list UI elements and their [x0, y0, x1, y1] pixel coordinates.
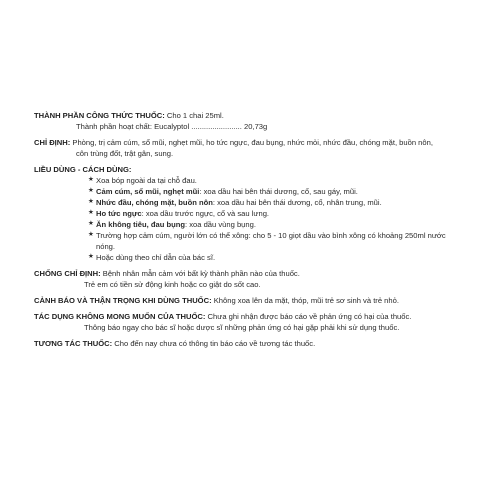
dosage-item — [88, 175, 454, 186]
dosage-item-condition: Nhức đầu, chóng mặt, buồn nôn — [96, 198, 213, 207]
ingredient-label: Thành phần hoạt chất: Eucalyptol — [76, 122, 192, 131]
star-bullet-icon: ★ — [88, 187, 94, 194]
dosage-item — [88, 252, 454, 263]
dosage-item — [88, 230, 454, 252]
interaction-line — [34, 338, 454, 349]
indication-line-2: côn trùng đốt, trật gân, sung. — [76, 149, 174, 158]
contraindication-section — [34, 268, 454, 290]
dosage-item-text: Xoa bóp ngoài da tại chỗ đau. — [96, 176, 197, 185]
interaction-text: Cho đến nay chưa có thông tin báo cáo về tương tác thuốc. — [112, 339, 316, 348]
dosage-item-text: Hoặc dùng theo chỉ dẫn của bác sĩ. — [96, 253, 216, 262]
dosage-item-text: : xoa dầu vùng bụng. — [185, 220, 256, 229]
warning-section — [34, 295, 454, 306]
indication-heading: CHỈ ĐỊNH: — [34, 138, 71, 147]
warning-line — [34, 295, 454, 306]
warning-heading: CẢNH BÁO VÀ THẬN TRỌNG KHI DÙNG THUỐC: — [34, 296, 212, 305]
side-effects-text-1: Chưa ghi nhận được báo cáo về phản ứng có hại của thuốc. — [205, 312, 412, 321]
composition-section — [34, 110, 454, 132]
dosage-item-condition: Ho tức ngực — [96, 209, 142, 218]
composition-text: Cho 1 chai 25ml. — [164, 111, 224, 120]
dosage-item-text: : xoa dầu hai bên thái dương, cổ, nhân trung, mũi. — [212, 198, 382, 207]
dosage-item — [88, 186, 454, 197]
dosage-item — [88, 219, 454, 230]
indication-text-1: Phòng, trị cảm cúm, sổ mũi, nghẹt mũi, ho tức ngực, đau bụng, nhức mỏi, nhức đầu, chóng mặt, buồn nôn, — [70, 138, 433, 147]
contraindication-heading: CHỐNG CHỈ ĐỊNH: — [34, 269, 101, 278]
contraindication-line-1 — [34, 268, 454, 279]
star-bullet-icon: ★ — [88, 209, 94, 216]
warning-text: Không xoa lên da mặt, thóp, mũi trẻ sơ sinh và trẻ nhỏ. — [211, 296, 399, 305]
ingredient-line — [34, 121, 454, 132]
contraindication-text-1: Bệnh nhân mẫn cảm với bất kỳ thành phần nào của thuốc. — [100, 269, 300, 278]
dosage-section — [34, 164, 454, 263]
star-bullet-icon: ★ — [88, 231, 94, 238]
composition-heading: THÀNH PHẦN CÔNG THỨC THUỐC: — [34, 111, 165, 120]
dosage-list — [34, 175, 454, 263]
side-effects-heading: TÁC DỤNG KHÔNG MONG MUỐN CỦA THUỐC: — [34, 312, 206, 321]
dosage-item — [88, 197, 454, 208]
star-bullet-icon: ★ — [88, 253, 94, 260]
indication-line-1 — [34, 137, 454, 148]
contraindication-line-2: Trẻ em có tiền sử động kinh hoặc co giật do sốt cao. — [84, 280, 261, 289]
ingredient-amount: 20,73g — [241, 122, 268, 131]
side-effects-line-2: Thông báo ngay cho bác sĩ hoặc dược sĩ những phản ứng có hại gặp phải khi sử dụng thuốc. — [84, 323, 400, 332]
side-effects-section — [34, 311, 454, 333]
indication-section — [34, 137, 454, 159]
star-bullet-icon: ★ — [88, 176, 94, 183]
dosage-item-text: Trường hợp cảm cúm, người lớn có thể xông: cho 5 - 10 giọt dầu vào bình xông có khoảng 250ml nước nóng. — [96, 231, 446, 251]
star-bullet-icon: ★ — [88, 220, 94, 227]
side-effects-line-1 — [34, 311, 454, 322]
interaction-heading: TƯƠNG TÁC THUỐC: — [34, 339, 113, 348]
drug-leaflet — [34, 110, 454, 354]
interaction-section — [34, 338, 454, 349]
dosage-item — [88, 208, 454, 219]
composition-line — [34, 110, 454, 121]
dosage-item-text: : xoa dầu hai bên thái dương, cổ, sau gáy, mũi. — [199, 187, 358, 196]
ingredient-dots: ........................ — [191, 122, 242, 131]
dosage-item-condition: Ăn không tiêu, đau bụng — [96, 220, 186, 229]
star-bullet-icon: ★ — [88, 198, 94, 205]
dosage-heading: LIỀU DÙNG - CÁCH DÙNG: — [34, 165, 132, 174]
dosage-item-text: : xoa dầu trước ngực, cổ và sau lưng. — [141, 209, 270, 218]
dosage-item-condition: Cảm cúm, sổ mũi, nghẹt mũi — [96, 187, 200, 196]
